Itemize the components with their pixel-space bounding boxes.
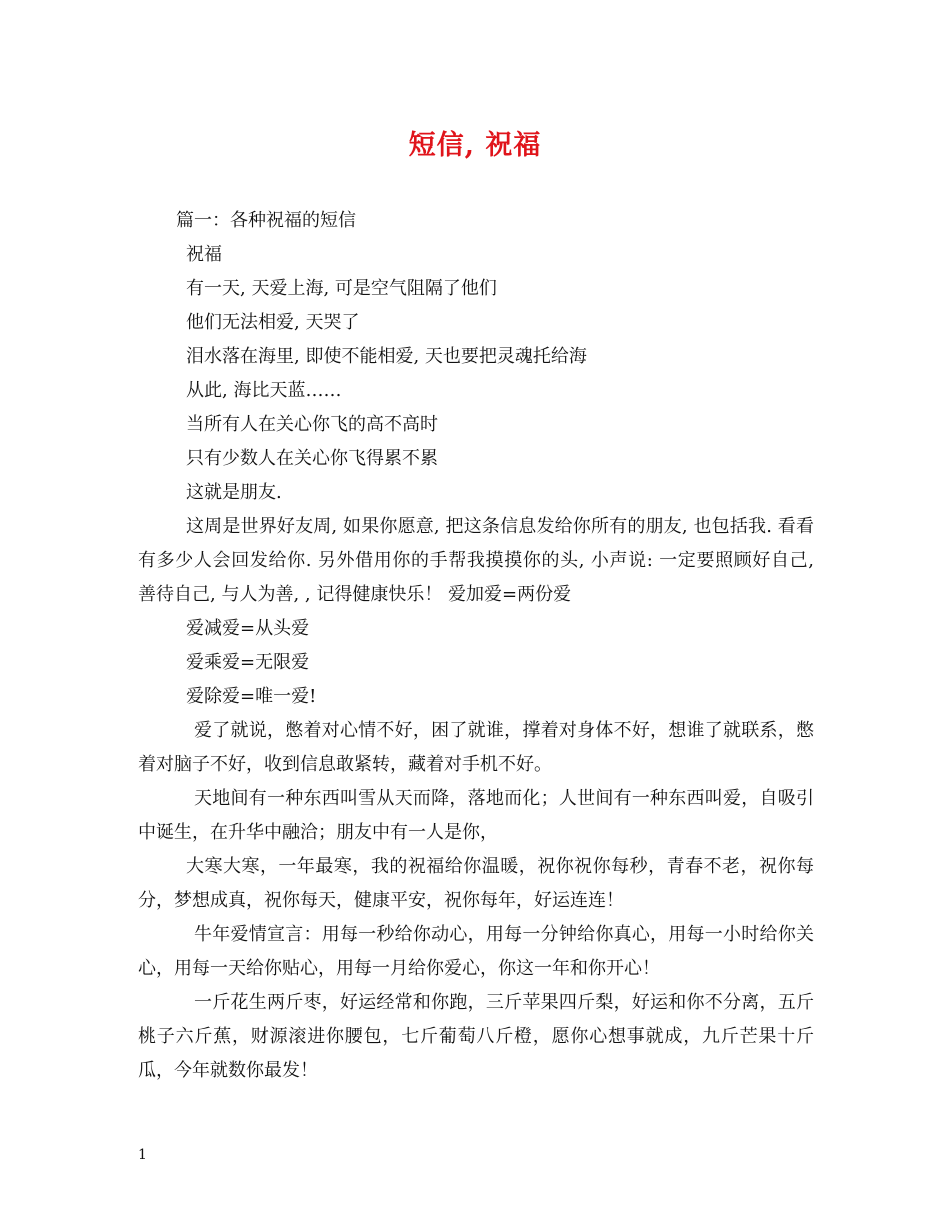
document-body [138,204,814,1088]
document-title: 短信, 祝福 [408,130,542,161]
paragraph: 天地间有一种东西叫雪从天而降，落地而化；人世间有一种东西叫爱，自吸引中诞生，在升华中融洽；朋友中有一人是你， [138,788,814,843]
text-line: 他们无法相爱, 天哭了 [186,312,360,333]
text-line: 泪水落在海里, 即使不能相爱, 天也要把灵魂托给海 [186,346,587,367]
paragraph: 牛年爱情宣言：用每一秒给你动心，用每一分钟给你真心，用每一小时给你关心，用每一天给你贴心，用每一月给你爱心，你这一年和你开心！ [138,924,814,979]
text-line: 爱减爱=从头爱 [186,618,310,639]
text-line: 有一天, 天爱上海, 可是空气阻隔了他们 [186,278,497,299]
text-line: 爱除爱=唯一爱! [186,686,317,707]
section-heading: 篇一：各种祝福的短信 [176,210,356,231]
text-line: 只有少数人在关心你飞得累不累 [186,448,438,469]
page-number: 1 [138,1147,147,1163]
paragraph: 大寒大寒，一年最寒，我的祝福给你温暖，祝你祝你每秒，青春不老，祝你每分，梦想成真，祝你每天，健康平安，祝你每年，好运连连！ [138,856,814,911]
paragraph: 这周是世界好友周, 如果你愿意, 把这条信息发给你所有的朋友, 也包括我. 看看有多少人会回发给你. 另外借用你的手帮我摸摸你的头, 小声说: 一定要照顾好自己, 善待自己, 与人为善, , 记得健康快乐！ 爱加爱=两份爱 [138,516,814,605]
text-line: 祝福 [186,244,222,265]
text-line: 这就是朋友. [186,482,282,503]
paragraph: 爱了就说，憋着对心情不好，困了就谁，撑着对身体不好，想谁了就联系，憋着对脑子不好，收到信息敢紧转，藏着对手机不好。 [138,720,814,775]
text-line: 从此, 海比天蓝…… [186,380,342,401]
text-line: 当所有人在关心你飞的高不高时 [186,414,438,435]
text-line: 爱乘爱=无限爱 [186,652,310,673]
paragraph: 一斤花生两斤枣，好运经常和你跑，三斤苹果四斤梨，好运和你不分离，五斤桃子六斤蕉，财源滚进你腰包，七斤葡萄八斤橙，愿你心想事就成，九斤芒果十斤瓜，今年就数你最发！ [138,992,814,1081]
